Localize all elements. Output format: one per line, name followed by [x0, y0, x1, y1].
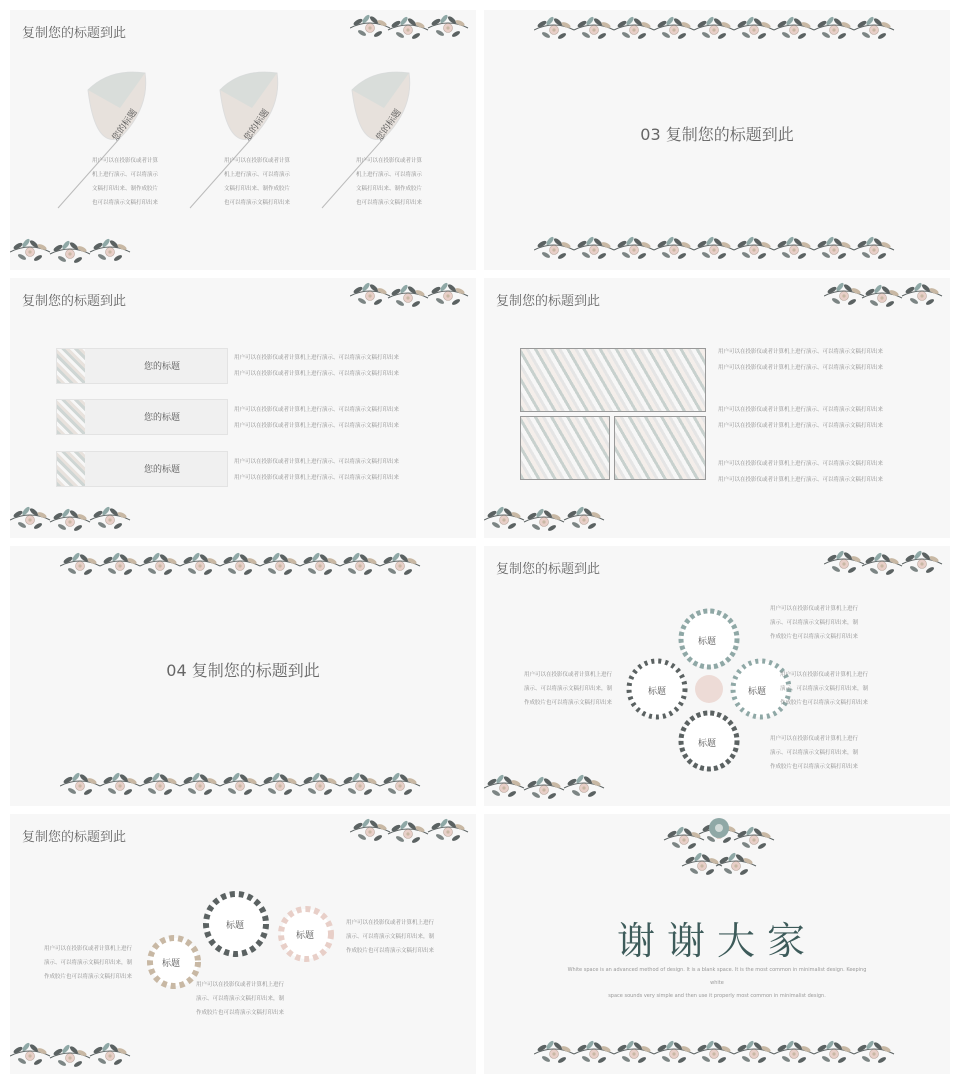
slide-title: 复制您的标题到此	[496, 562, 601, 577]
desc-line: 作成胶片也可以将演示文稿打印出来	[524, 700, 613, 706]
slide-8[interactable]	[484, 814, 950, 1074]
floral-image-frame	[520, 348, 706, 412]
floral-image-frame	[520, 416, 610, 480]
desc-line: 用户可以在投影仪或者计算机上进行演示、可以将演示文稿打印出来	[234, 371, 400, 377]
floral-bouquet-decoration	[644, 814, 794, 890]
slide-title: 复制您的标题到此	[22, 294, 127, 309]
desc-line: 作成胶片也可以将演示文稿打印出来	[44, 974, 133, 980]
row-3-text	[234, 454, 399, 486]
gear-label-left: 标题	[162, 959, 181, 969]
desc-line: 用户可以在投影仪或者计算机上进行	[196, 982, 285, 988]
desc-line: 用户可以在投影仪或者计算机上进行演示、可以将演示文稿打印出来	[718, 461, 884, 467]
desc-line: 也可以将演示文稿打印出来	[224, 200, 291, 206]
gear-label-right: 标题	[296, 931, 315, 941]
floral-corner-decoration	[484, 498, 610, 538]
desc-line: 机上进行演示、可以将演示	[92, 172, 159, 178]
desc-bottom	[196, 978, 284, 1020]
desc-line: 用户可以在投影仪或者计算机上进行	[770, 736, 859, 742]
slide-5[interactable]	[10, 546, 476, 806]
desc-line: 演示、可以将演示文稿打印出来，制	[770, 750, 859, 756]
floral-corner-decoration	[10, 498, 136, 538]
desc-left	[44, 942, 132, 984]
row-2-text	[234, 402, 399, 434]
desc-bottom	[770, 732, 858, 774]
banner-label: 您的标题	[143, 413, 180, 423]
leaf-2-description	[224, 154, 290, 210]
desc-line: 作成胶片也可以将演示文稿打印出来	[196, 1010, 285, 1016]
desc-line: 作成胶片也可以将演示文稿打印出来	[346, 948, 435, 954]
desc-line: 用户可以在投影仪或者计算机上进行演示、可以将演示文稿打印出来	[718, 423, 884, 429]
desc-line: 演示、可以将演示文稿打印出来，制	[196, 996, 285, 1002]
desc-line: 用户可以在投影仪或者计算机上进行演示、可以将演示文稿打印出来	[718, 349, 884, 355]
desc-line: 用户可以在投影仪或者计算机上进行	[44, 946, 133, 952]
desc-line: 文稿打印出来、制作成胶片	[92, 186, 159, 192]
banner-label: 您的标题	[143, 362, 180, 372]
thanks-heading: 谢谢大家	[616, 919, 817, 963]
desc-line: 用户可以在投影仪或者计算机上进行	[346, 920, 435, 926]
floral-pattern	[57, 349, 85, 383]
desc-line: 机上进行演示、可以将演示	[224, 172, 291, 178]
floral-corner-decoration	[824, 546, 950, 584]
section-title: 04 复制您的标题到此	[166, 661, 320, 680]
section-title: 03 复制您的标题到此	[640, 125, 794, 144]
floral-corner-decoration	[824, 278, 950, 316]
floral-image-frame	[614, 416, 706, 480]
desc-line: 演示、可以将演示文稿打印出来，制	[524, 686, 613, 692]
circle-label-left: 标题	[648, 687, 667, 697]
leaf-1-description	[92, 154, 158, 210]
slide-6[interactable]	[484, 546, 950, 806]
desc-line: 文稿打印出来、制作成胶片	[356, 186, 423, 192]
desc-line: 作成胶片也可以将演示文稿打印出来	[780, 700, 869, 706]
desc-line: 用户可以在投影仪或者计算机上进行演示、可以将演示文稿打印出来	[234, 407, 400, 413]
desc-line: 用户可以在投影仪或者计算机上进行	[770, 606, 859, 612]
caption-line: space sounds very simple and then use it properly most common in minimalist design.	[608, 993, 826, 999]
floral-band-bottom	[534, 230, 900, 270]
floral-pattern	[57, 452, 85, 486]
floral-corner-decoration	[350, 278, 476, 316]
desc-line: 用户可以在投影仪或者计算机上进行	[780, 672, 869, 678]
row-3-text	[718, 456, 883, 488]
floral-pattern	[57, 400, 85, 434]
row-1-text	[234, 350, 399, 382]
floral-corner-decoration	[484, 766, 610, 806]
desc-line: 也可以将演示文稿打印出来	[92, 200, 159, 206]
desc-line: 用户可以在投影仪或者计算机上进行演示、可以将演示文稿打印出来	[718, 477, 884, 483]
leaf-2-label: 您的标题	[242, 107, 272, 143]
banner-label: 您的标题	[143, 465, 180, 475]
floral-corner-decoration	[350, 814, 476, 852]
slide-2[interactable]	[484, 10, 950, 270]
floral-corner-decoration	[10, 230, 136, 270]
row-1-text	[718, 344, 883, 376]
desc-top	[770, 602, 858, 644]
circle-label-bottom: 标题	[698, 739, 717, 749]
desc-line: 演示、可以将演示文稿打印出来，制	[770, 620, 859, 626]
floral-band-bottom	[534, 1034, 900, 1074]
slide-title: 复制您的标题到此	[22, 26, 127, 41]
desc-line: 用户可以在投影仪或者计算机上进行演示、可以将演示文稿打印出来	[234, 423, 400, 429]
leaf-3-label: 您的标题	[374, 107, 404, 143]
desc-line: 用户可以在投影仪或者计算机上进行演示、可以将演示文稿打印出来	[234, 459, 400, 465]
slide-title: 复制您的标题到此	[22, 830, 127, 845]
desc-line: 作成胶片也可以将演示文稿打印出来	[770, 764, 859, 770]
title-banner-3	[56, 451, 228, 487]
row-2-text	[718, 402, 883, 434]
leaf-1-label: 您的标题	[110, 107, 140, 143]
desc-line: 作成胶片也可以将演示文稿打印出来	[770, 634, 859, 640]
desc-line: 用户可以在投影仪或者计算	[224, 158, 291, 164]
slide-4[interactable]	[484, 278, 950, 538]
desc-line: 用户可以在投影仪或者计算	[92, 158, 159, 164]
title-banner-1	[56, 348, 228, 384]
circle-label-right: 标题	[748, 687, 767, 697]
slide-3[interactable]	[10, 278, 476, 538]
english-caption	[564, 964, 870, 1003]
gear-label-middle: 标题	[226, 921, 245, 931]
slide-1[interactable]	[10, 10, 476, 270]
title-banner-2	[56, 399, 228, 435]
desc-line: 用户可以在投影仪或者计算机上进行演示、可以将演示文稿打印出来	[718, 365, 884, 371]
desc-line: 文稿打印出来、制作成胶片	[224, 186, 291, 192]
slide-title: 复制您的标题到此	[496, 294, 601, 309]
desc-line: 用户可以在投影仪或者计算机上进行演示、可以将演示文稿打印出来	[234, 475, 400, 481]
desc-line: 用户可以在投影仪或者计算机上进行	[524, 672, 613, 678]
slide-7[interactable]	[10, 814, 476, 1074]
circle-label-top: 标题	[698, 637, 717, 647]
desc-line: 用户可以在投影仪或者计算机上进行演示、可以将演示文稿打印出来	[718, 407, 884, 413]
desc-line: 演示、可以将演示文稿打印出来，制	[780, 686, 869, 692]
desc-line: 演示、可以将演示文稿打印出来，制	[44, 960, 133, 966]
caption-line: White space is an advanced method of design. It is a blank space. It is the most common in minimalist design. Keeping white	[567, 967, 867, 986]
floral-band-bottom	[60, 766, 426, 806]
desc-line: 用户可以在投影仪或者计算机上进行演示、可以将演示文稿打印出来	[234, 355, 400, 361]
floral-band-top	[534, 10, 900, 50]
desc-line: 也可以将演示文稿打印出来	[356, 200, 423, 206]
desc-line: 用户可以在投影仪或者计算	[356, 158, 423, 164]
desc-line: 机上进行演示、可以将演示	[356, 172, 423, 178]
floral-corner-decoration	[350, 10, 476, 48]
leaf-3-description	[356, 154, 422, 210]
desc-right	[346, 916, 434, 958]
desc-left	[524, 668, 612, 710]
floral-band-top	[60, 546, 426, 586]
floral-corner-decoration	[10, 1034, 136, 1074]
desc-right	[780, 668, 868, 710]
desc-line: 演示、可以将演示文稿打印出来，制	[346, 934, 435, 940]
